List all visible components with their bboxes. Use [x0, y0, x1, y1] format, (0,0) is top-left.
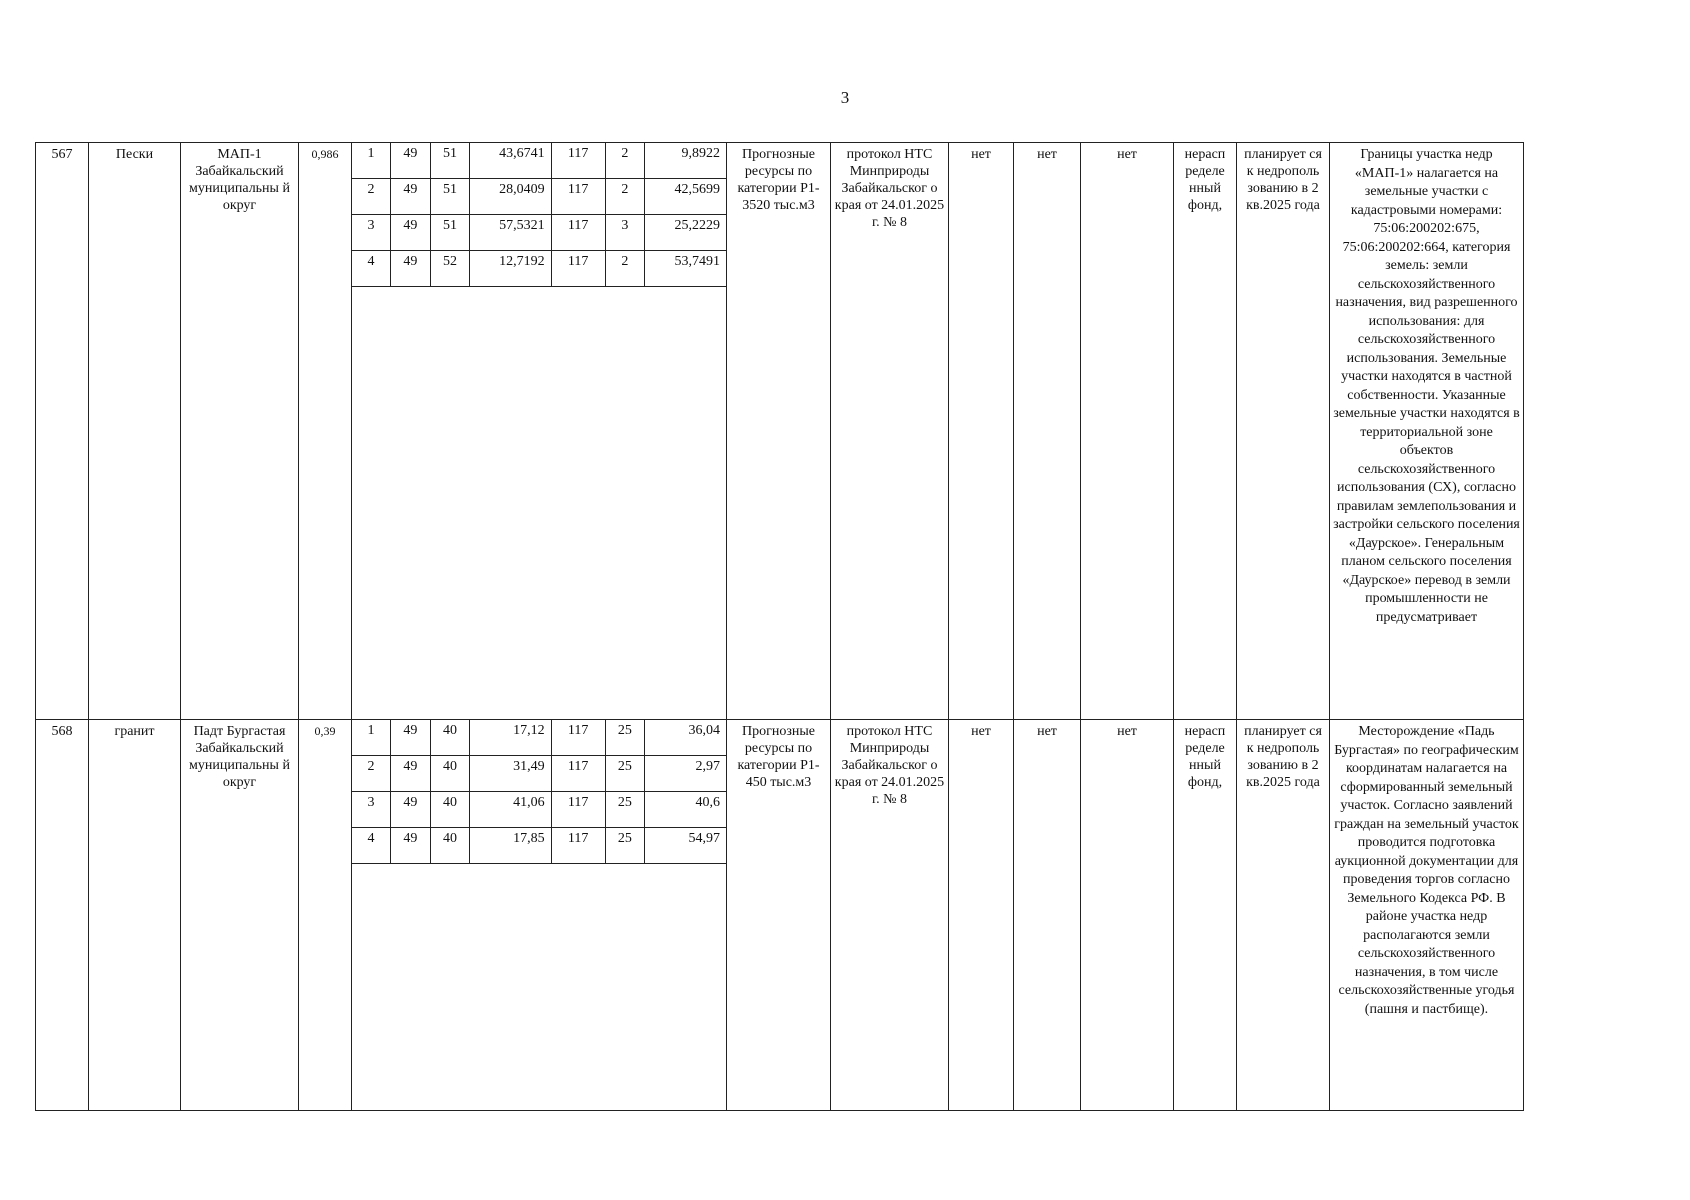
coordinate-point: 3 49 40 41,06 117 25 40,6	[352, 792, 726, 828]
coordinate-point: 1 49 40 17,12 117 25 36,04	[352, 720, 726, 756]
site-area: 0,39	[299, 720, 352, 1111]
subsoil-registry-table	[35, 142, 1524, 1111]
status-col-2: нет	[1014, 143, 1081, 720]
coordinates-table	[352, 720, 726, 864]
protocol-reference: протокол НТС Минприроды Забайкальског о края от 24.01.2025 г. № 8	[831, 720, 949, 1111]
coordinate-point: 4 49 40 17,85 117 25 54,97	[352, 828, 726, 864]
row-id: 567	[36, 143, 89, 720]
planned-use: планирует ся к недрополь зованию в 2 кв.2025 года	[1237, 720, 1330, 1111]
protocol-reference: протокол НТС Минприроды Забайкальског о края от 24.01.2025 г. № 8	[831, 143, 949, 720]
coordinate-point: 2 49 51 28,0409 117 2 42,5699	[352, 179, 726, 215]
status-col-2: нет	[1014, 720, 1081, 1111]
coordinate-point: 4 49 52 12,7192 117 2 53,7491	[352, 251, 726, 287]
land-note: Месторождение «Падь Бургастая» по географическим координатам налагается на сформированный земельный участок. Согласно заявлений граждан на земельный участок проводится подготовка аукционной документации для проведения торгов согласно Земельного Кодекса РФ. В районе участка недр располагаются земли сельскохозяйственного назначения, в том числе сельскохозяйственные угодья (пашня и пастбище).	[1330, 720, 1524, 1111]
planned-use: планирует ся к недрополь зованию в 2 кв.2025 года	[1237, 143, 1330, 720]
forecast-resources: Прогнозные ресурсы по категории Р1- 3520 тыс.м3	[727, 143, 831, 720]
mineral-type: гранит	[89, 720, 181, 1111]
coordinates-table	[352, 143, 726, 287]
coordinate-point: 2 49 40 31,49 117 25 2,97	[352, 756, 726, 792]
page-number: 3	[840, 88, 850, 107]
site-area: 0,986	[299, 143, 352, 720]
row-id: 568	[36, 720, 89, 1111]
coordinate-point: 3 49 51 57,5321 117 3 25,2229	[352, 215, 726, 251]
forecast-resources: Прогнозные ресурсы по категории Р1- 450 тыс.м3	[727, 720, 831, 1111]
status-col-3: нет	[1081, 720, 1174, 1111]
table-row	[36, 143, 1524, 720]
status-col-3: нет	[1081, 143, 1174, 720]
status-col-1: нет	[949, 143, 1014, 720]
coordinate-point: 1 49 51 43,6741 117 2 9,8922	[352, 143, 726, 179]
table-row	[36, 720, 1524, 1111]
fund-status: нерасп ределе нный фонд,	[1174, 720, 1237, 1111]
coordinates-cell	[352, 143, 727, 720]
land-note: Границы участка недр «МАП-1» налагается на земельные участки с кадастровыми номерами: 75:06:200202:675, 75:06:200202:664, категория земель: земли сельскохозяйственного назначения, вид разрешенного использования: для сельскохозяйственного использования. Земельные участки находятся в частной собственности. Указанные земельные участки находятся в территориальной зоне объектов сельскохозяйственного использования (СХ), согласно правилам землепользования и застройки сельского поселения «Даурское». Генеральным планом сельского поселения «Даурское» перевод в земли промышленности не предусматривает	[1330, 143, 1524, 720]
site-name: Падт Бургастая Забайкальский муниципальны й округ	[181, 720, 299, 1111]
fund-status: нерасп ределе нный фонд,	[1174, 143, 1237, 720]
coordinates-cell	[352, 720, 727, 1111]
status-col-1: нет	[949, 720, 1014, 1111]
site-name: МАП-1 Забайкальский муниципальны й округ	[181, 143, 299, 720]
mineral-type: Пески	[89, 143, 181, 720]
